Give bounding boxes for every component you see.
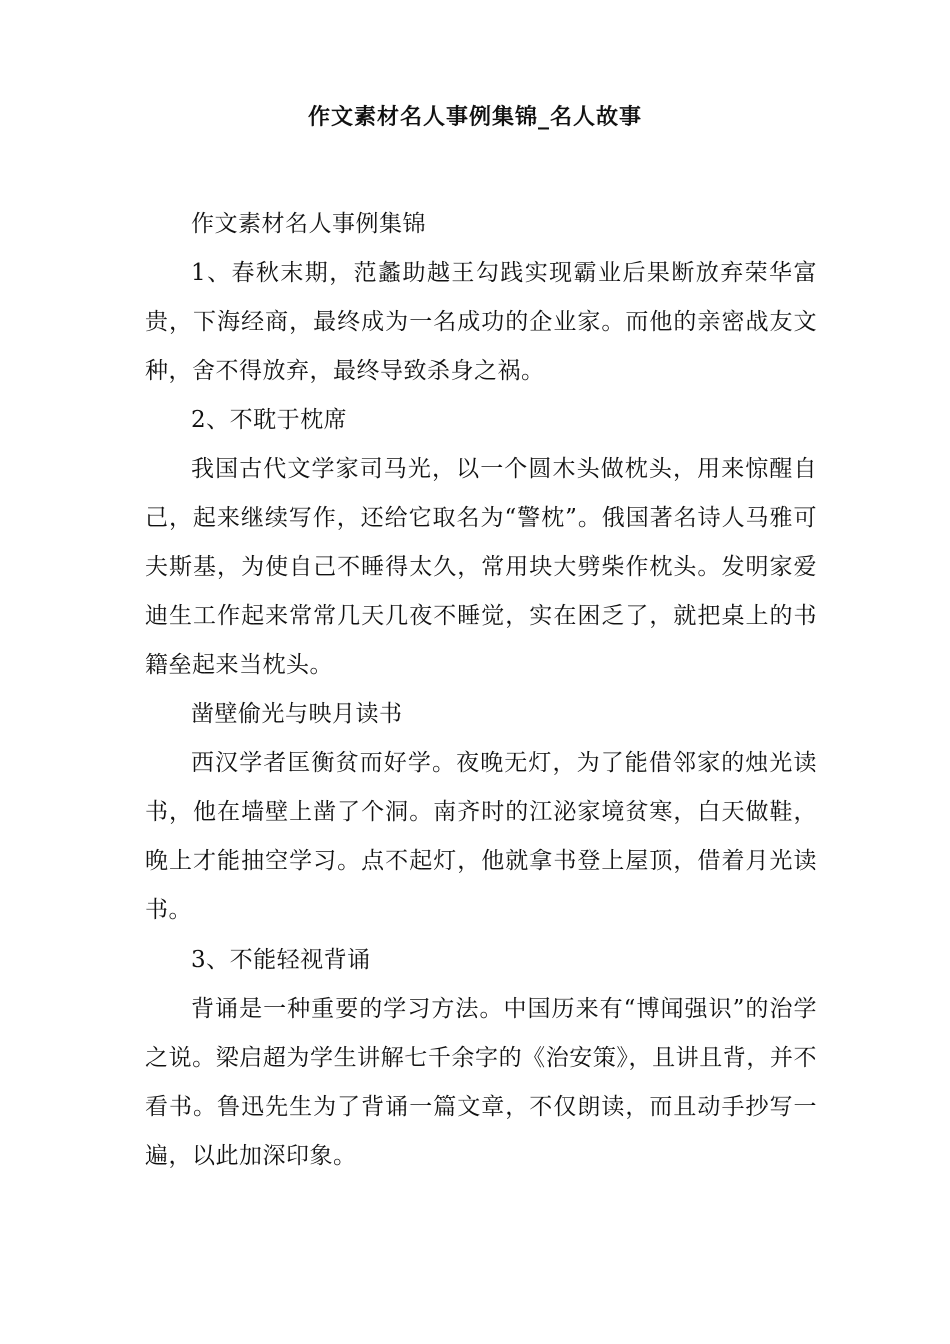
document-title: 作文素材名人事例集锦_名人故事 (307, 104, 642, 130)
paragraph-kuangheng: 西汉学者匡衡贫而好学。夜晚无灯，为了能借邻家的烛光读书，他在墙壁上凿了个洞。南齐时的江泌家境贫寒，白天做鞋，晚上才能抽空学习。点不起灯，他就拿书登上屋顶，借着月光读书。 (145, 750, 817, 923)
paragraph-pillow: 我国古代文学家司马光，以一个圆木头做枕头，用来惊醒自己，起来继续写作，还给它取名为“警枕”。俄国著名诗人马雅可夫斯基，为使自己不睡得太久，常用块大劈柴作枕头。发明家爱迪生工作起来常常几天几夜不睡觉，实在困乏了，就把桌上的书籍垒起来当枕头。 (145, 456, 817, 678)
paragraph-recitation: 背诵是一种重要的学习方法。中国历来有“博闻强识”的治学之说。梁启超为学生讲解七千余字的《治安策》，且讲且背，并不看书。鲁迅先生为了背诵一篇文章，不仅朗读，而且动手抄写一遍，以此加深印象。 (145, 996, 817, 1169)
paragraph-fanli: 1、春秋末期，范蠡助越王勾践实现霸业后果断放弃荣华富贵，下海经商，最终成为一名成功的企业家。而他的亲密战友文种，舍不得放弃，最终导致杀身之祸。 (145, 260, 817, 384)
section-heading-wall-light: 凿壁偷光与映月读书 (191, 701, 403, 727)
document-body (145, 200, 817, 1181)
section-heading-2: 2、不耽于枕席 (191, 407, 348, 433)
section-heading-intro: 作文素材名人事例集锦 (191, 211, 426, 237)
section-heading-3: 3、不能轻视背诵 (191, 947, 371, 973)
